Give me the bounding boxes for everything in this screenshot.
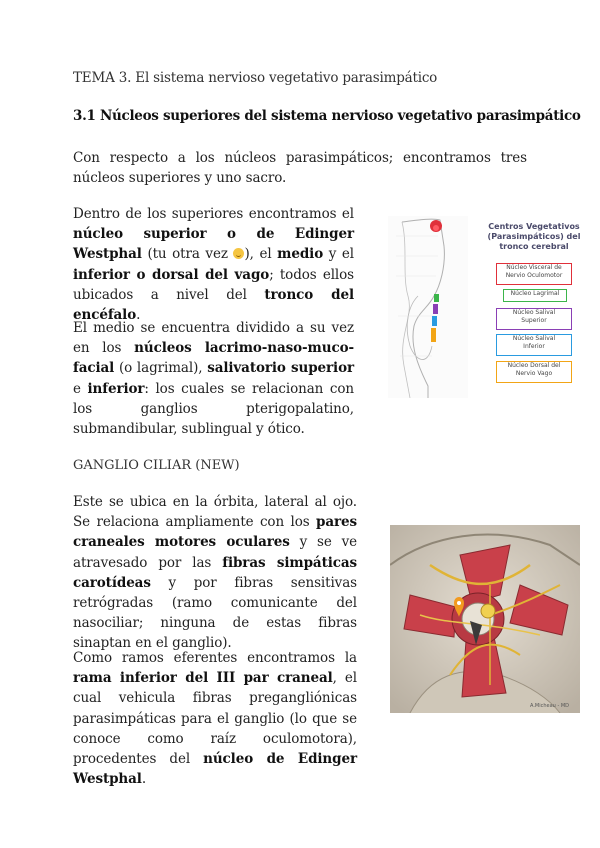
topic-title: TEMA 3. El sistema nervioso vegetativo parasimpático [73,70,438,86]
section-title: 3.1 Núcleos superiores del sistema nervioso vegetativo parasimpático [73,108,581,124]
legend-inferior-salivary-nucleus: Núcleo Salival Inferior [496,334,572,356]
paragraph-superior-nuclei: Dentro de los superiores encontramos el núcleo superior o de Edinger Westphal (tu otra vez ), el medio y el inferior o dorsal del vago; todos ellos ubicados a nivel del tronco del encéfalo. [73,206,354,324]
legend-dorsal-vagus-nucleus: Núcleo Dorsal del Nervio Vago [496,361,572,383]
legend-title: Centros Vegetativos (Parasimpáticos) del tronco cerebral [487,222,581,251]
paragraph-efferent-branches: Como ramos eferentes encontramos la rama inferior del III par craneal, el cual vehicula fibras pregangliónicas parasimpáticas para el ganglio (lo que se conoce como raíz oculomotora), procedentes del núcleo de Edinger Westphal. [73,650,357,788]
legend-superior-salivary-nucleus: Núcleo Salival Superior [496,308,572,330]
brainstem-centers-figure [388,216,584,398]
brainstem-drawing [388,216,468,398]
smile-emoji-icon [233,248,244,259]
illustration-credit: A.Micheau - MD [530,703,569,709]
legend-oculomotor-nucleus: Núcleo Visceral de Nervio Oculomotor [496,263,572,285]
paragraph-intro: Con respecto a los núcleos parasimpáticos; encontramos tres núcleos superiores y uno sacro. [73,150,527,187]
legend-lacrimal-nucleus: Núcleo Lagrimal [503,289,567,302]
paragraph-ciliary-location: Este se ubica en la órbita, lateral al ojo. Se relaciona ampliamente con los pares craneales motores oculares y se ve atravesado por las fibras simpáticas carotídeas y por fibras sensitivas retrógradas (ramo comunicante del nasociliar; ninguna de estas fibras sinaptan en el ganglio). [73,494,357,652]
ciliary-ganglion-illustration [390,525,580,713]
paragraph-middle-nucleus: El medio se encuentra dividido a su vez en los núcleos lacrimo-naso-muco-facial (o lagrimal), salivatorio superior e inferior: los cuales se relacionan con los ganglios pterigopalatino, submandibular, sublingual y ótico. [73,320,354,438]
subheading-ciliary-ganglion: GANGLIO CILIAR (NEW) [73,458,240,473]
ciliary-ganglion-figure [390,525,580,713]
